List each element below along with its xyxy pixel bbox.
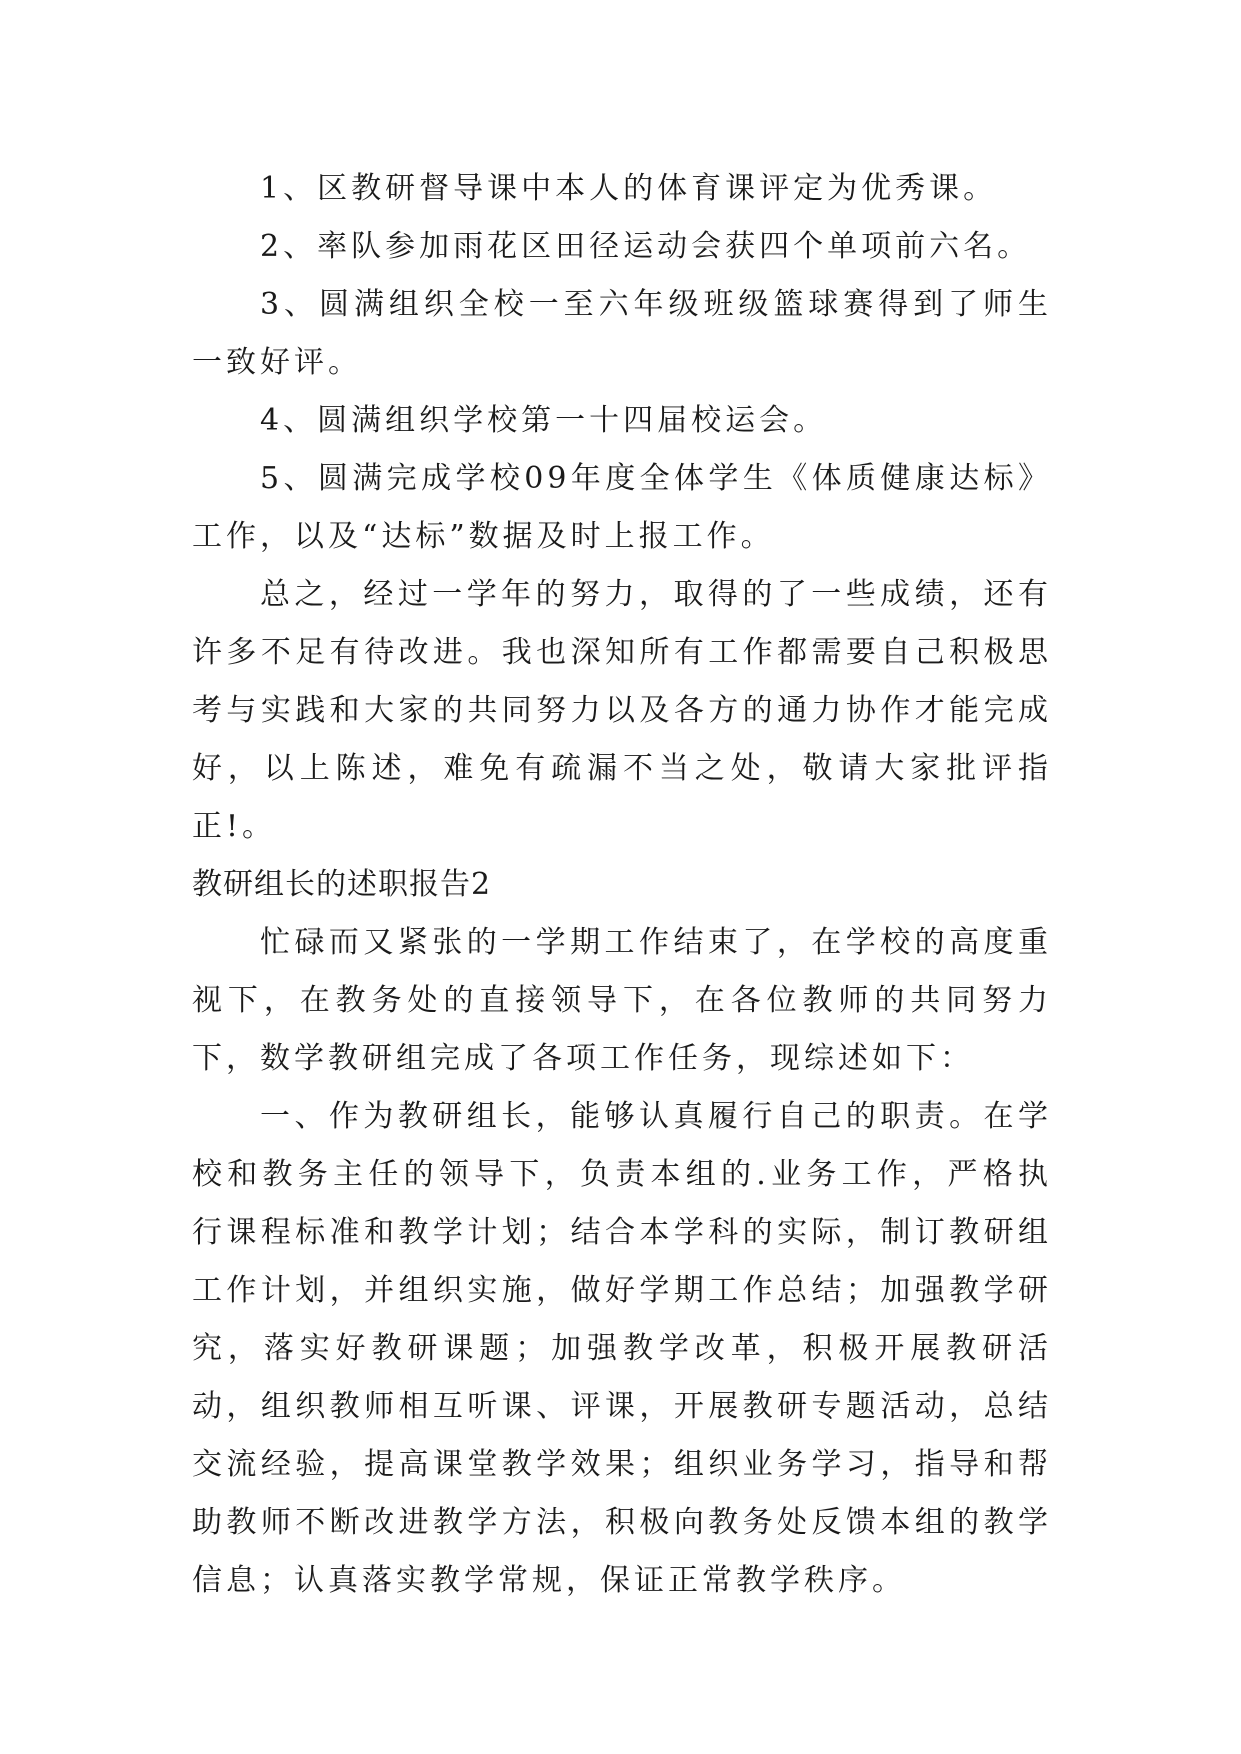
paragraph-item-3: 3、圆满组织全校一至六年级班级篮球赛得到了师生一致好评。 [192, 287, 1052, 380]
paragraph-item-2: 2、率队参加雨花区田径运动会获四个单项前六名。 [260, 229, 1032, 264]
paragraph-item-1: 1、区教研督导课中本人的体育课评定为优秀课。 [260, 171, 998, 206]
section-heading: 教研组长的述职报告2 [192, 867, 492, 902]
paragraph-summary: 总之，经过一学年的努力，取得的了一些成绩，还有许多不足有待改进。我也深知所有工作都需要自己积极思考与实践和大家的共同努力以及各方的通力协作才能完成好，以上陈述，难免有疏漏不当之处，敬请大家批评指正!。 [192, 577, 1052, 844]
paragraph-item-5: 5、圆满完成学校09年度全体学生《体质健康达标》工作，以及“达标”数据及时上报工作。 [192, 461, 1052, 554]
document-body [192, 160, 1052, 1610]
paragraph-duty: 一、作为教研组长，能够认真履行自己的职责。在学校和教务主任的领导下，负责本组的.业务工作，严格执行课程标准和教学计划；结合本学科的实际，制订教研组工作计划，并组织实施，做好学期工作总结；加强教学研究，落实好教研课题；加强教学改革，积极开展教研活动，组织教师相互听课、评课，开展教研专题活动，总结交流经验，提高课堂教学效果；组织业务学习，指导和帮助教师不断改进教学方法，积极向教务处反馈本组的教学信息；认真落实教学常规，保证正常教学秩序。 [192, 1099, 1052, 1598]
paragraph-intro: 忙碌而又紧张的一学期工作结束了，在学校的高度重视下，在教务处的直接领导下，在各位教师的共同努力下，数学教研组完成了各项工作任务，现综述如下： [192, 925, 1052, 1076]
paragraph-item-4: 4、圆满组织学校第一十四届校运会。 [260, 403, 828, 438]
